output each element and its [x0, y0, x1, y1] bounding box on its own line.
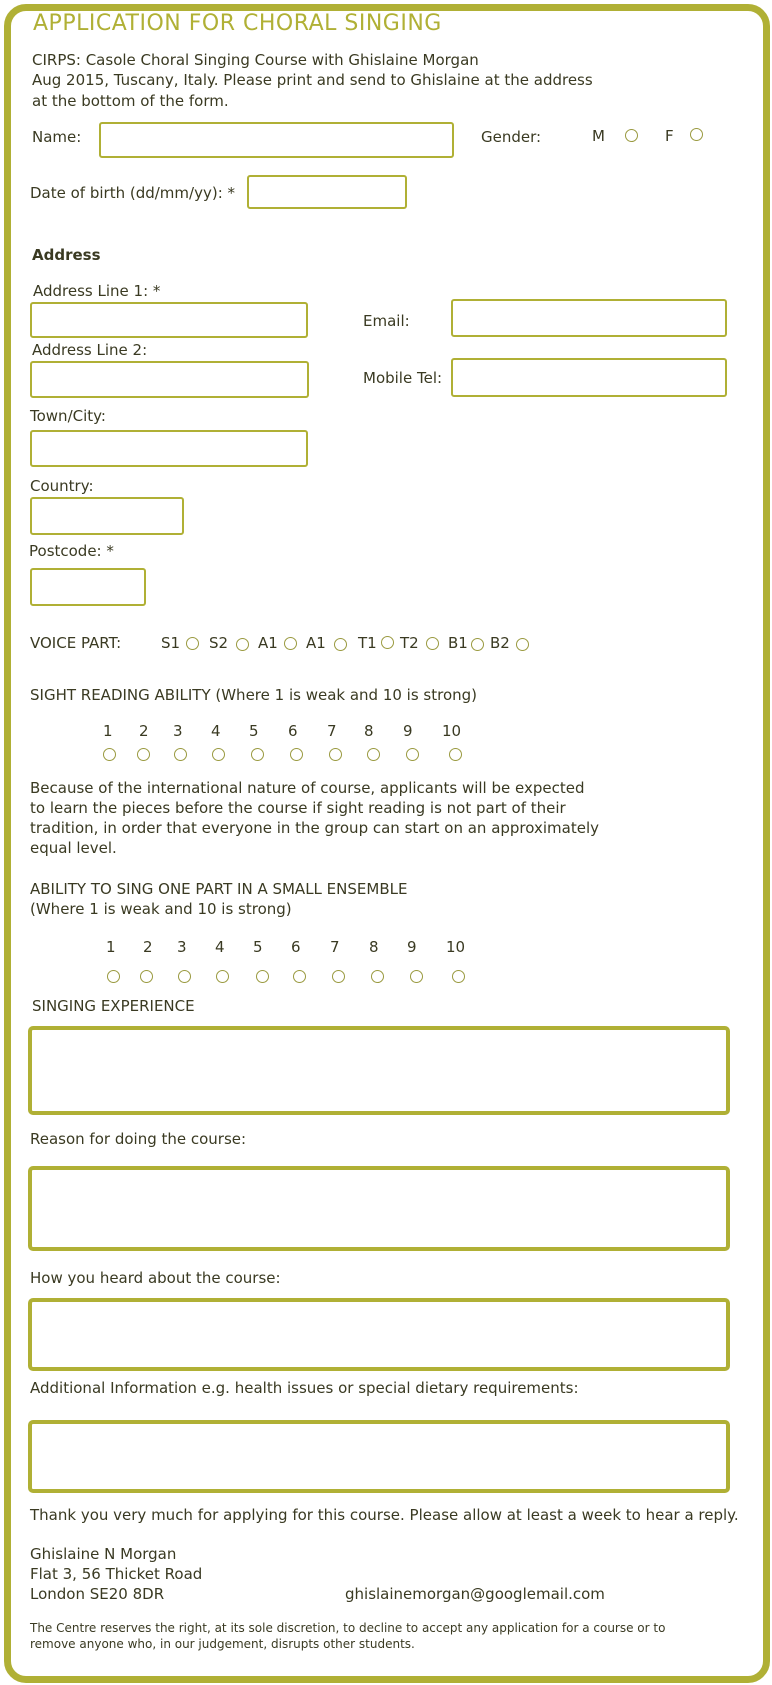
- sight-scale-9: 9: [403, 722, 413, 740]
- address-line-name: Ghislaine N Morgan: [30, 1545, 177, 1563]
- voice-part-radio-s1[interactable]: [186, 637, 199, 650]
- ensemble-scale-1: 1: [106, 938, 116, 956]
- disclaimer-line-1: The Centre reserves the right, at its sole discretion, to decline to accept any application for a course or to: [30, 1621, 666, 1635]
- ensemble-radio-2[interactable]: [140, 970, 153, 983]
- gender-f-label: F: [665, 127, 674, 145]
- address-heading: Address: [32, 246, 101, 264]
- address-line-1-label: Address Line 1: *: [33, 282, 161, 300]
- mobile-label: Mobile Tel:: [363, 369, 443, 387]
- ensemble-radio-4[interactable]: [216, 970, 229, 983]
- ensemble-radio-3[interactable]: [178, 970, 191, 983]
- address-line-street: Flat 3, 56 Thicket Road: [30, 1565, 203, 1583]
- voice-part-label-b1: B1: [448, 634, 468, 652]
- voice-part-radio-s2[interactable]: [236, 638, 249, 651]
- sight-radio-5[interactable]: [251, 748, 264, 761]
- ensemble-scale-6: 6: [291, 938, 301, 956]
- form-title: APPLICATION FOR CHORAL SINGING: [33, 11, 442, 36]
- gender-m-radio[interactable]: [625, 129, 638, 142]
- intro-line-3: at the bottom of the form.: [32, 92, 229, 110]
- sight-radio-3[interactable]: [174, 748, 187, 761]
- sight-scale-2: 2: [139, 722, 149, 740]
- disclaimer-line-2: remove anyone who, in our judgement, disrupts other students.: [30, 1637, 415, 1651]
- voice-part-label-t2: T2: [400, 634, 419, 652]
- sight-reading-label: SIGHT READING ABILITY (Where 1 is weak and 10 is strong): [30, 686, 478, 704]
- sight-scale-7: 7: [327, 722, 337, 740]
- gender-m-label: M: [592, 127, 605, 145]
- note-line-2: to learn the pieces before the course if sight reading is not part of their: [30, 799, 566, 817]
- voice-part-radio-a1-second[interactable]: [334, 638, 347, 651]
- address-line-city: London SE20 8DR: [30, 1585, 165, 1603]
- sight-scale-6: 6: [288, 722, 298, 740]
- sight-scale-1: 1: [103, 722, 113, 740]
- reason-textarea[interactable]: [28, 1166, 730, 1251]
- sight-radio-10[interactable]: [449, 748, 462, 761]
- sight-scale-5: 5: [249, 722, 259, 740]
- voice-part-label-b2: B2: [490, 634, 510, 652]
- address-line-1-input[interactable]: [30, 302, 308, 338]
- note-line-4: equal level.: [30, 839, 117, 857]
- additional-textarea[interactable]: [28, 1420, 730, 1493]
- ensemble-scale-9: 9: [407, 938, 417, 956]
- dob-label: Date of birth (dd/mm/yy): *: [30, 184, 236, 202]
- dob-input[interactable]: [247, 175, 407, 209]
- heard-textarea[interactable]: [28, 1298, 730, 1371]
- country-input[interactable]: [30, 497, 184, 535]
- ensemble-radio-6[interactable]: [293, 970, 306, 983]
- ensemble-radio-5[interactable]: [256, 970, 269, 983]
- voice-part-label: VOICE PART:: [30, 634, 122, 652]
- ensemble-label-line-1: ABILITY TO SING ONE PART IN A SMALL ENSEMBLE: [30, 880, 408, 898]
- town-input[interactable]: [30, 430, 308, 467]
- intro-line-1: CIRPS: Casole Choral Singing Course with Ghislaine Morgan: [32, 51, 479, 69]
- ensemble-radio-10[interactable]: [452, 970, 465, 983]
- ensemble-radio-8[interactable]: [371, 970, 384, 983]
- voice-part-radio-a1[interactable]: [284, 637, 297, 650]
- note-line-3: tradition, in order that everyone in the group can start on an approximately: [30, 819, 599, 837]
- sight-radio-6[interactable]: [290, 748, 303, 761]
- ensemble-scale-4: 4: [215, 938, 225, 956]
- email-label: Email:: [363, 312, 410, 330]
- voice-part-label-a1-second: A1: [306, 634, 326, 652]
- voice-part-label-s1: S1: [161, 634, 181, 652]
- address-line-2-input[interactable]: [30, 361, 309, 398]
- experience-label: SINGING EXPERIENCE: [32, 997, 195, 1015]
- voice-part-label-a1: A1: [258, 634, 278, 652]
- mobile-input[interactable]: [451, 358, 727, 397]
- postcode-label: Postcode: *: [29, 542, 114, 560]
- country-label: Country:: [30, 477, 94, 495]
- voice-part-radio-t2[interactable]: [426, 637, 439, 650]
- voice-part-label-s2: S2: [209, 634, 229, 652]
- voice-part-radio-b2[interactable]: [516, 638, 529, 651]
- heard-label: How you heard about the course:: [30, 1269, 281, 1287]
- gender-label: Gender:: [481, 128, 542, 146]
- sight-scale-4: 4: [211, 722, 221, 740]
- sight-scale-3: 3: [173, 722, 183, 740]
- name-label: Name:: [32, 128, 82, 146]
- ensemble-scale-3: 3: [177, 938, 187, 956]
- ensemble-radio-7[interactable]: [332, 970, 345, 983]
- email-input[interactable]: [451, 299, 727, 337]
- town-label: Town/City:: [30, 407, 106, 425]
- postcode-input[interactable]: [30, 568, 146, 606]
- gender-f-radio[interactable]: [690, 128, 703, 141]
- ensemble-scale-7: 7: [330, 938, 340, 956]
- sight-scale-10: 10: [442, 722, 462, 740]
- ensemble-radio-1[interactable]: [107, 970, 120, 983]
- experience-textarea[interactable]: [28, 1026, 730, 1115]
- voice-part-label-t1: T1: [358, 634, 377, 652]
- ensemble-radio-9[interactable]: [410, 970, 423, 983]
- sight-radio-8[interactable]: [367, 748, 380, 761]
- sight-radio-1[interactable]: [103, 748, 116, 761]
- sight-radio-7[interactable]: [329, 748, 342, 761]
- note-line-1: Because of the international nature of course, applicants will be expected: [30, 779, 585, 797]
- contact-email: ghislainemorgan@googlemail.com: [345, 1585, 605, 1603]
- name-input[interactable]: [99, 122, 454, 158]
- sight-radio-4[interactable]: [212, 748, 225, 761]
- ensemble-scale-10: 10: [446, 938, 466, 956]
- intro-line-2: Aug 2015, Tuscany, Italy. Please print and send to Ghislaine at the address: [32, 71, 593, 89]
- voice-part-radio-b1[interactable]: [471, 638, 484, 651]
- ensemble-scale-8: 8: [369, 938, 379, 956]
- thanks-text: Thank you very much for applying for this course. Please allow at least a week to hear a reply.: [30, 1506, 739, 1524]
- sight-radio-2[interactable]: [137, 748, 150, 761]
- address-line-2-label: Address Line 2:: [32, 341, 148, 359]
- ensemble-label-line-2: (Where 1 is weak and 10 is strong): [30, 900, 292, 918]
- sight-radio-9[interactable]: [406, 748, 419, 761]
- sight-scale-8: 8: [364, 722, 374, 740]
- ensemble-scale-2: 2: [143, 938, 153, 956]
- voice-part-radio-t1[interactable]: [381, 636, 394, 649]
- additional-label: Additional Information e.g. health issues or special dietary requirements:: [30, 1379, 579, 1397]
- reason-label: Reason for doing the course:: [30, 1130, 247, 1148]
- ensemble-scale-5: 5: [253, 938, 263, 956]
